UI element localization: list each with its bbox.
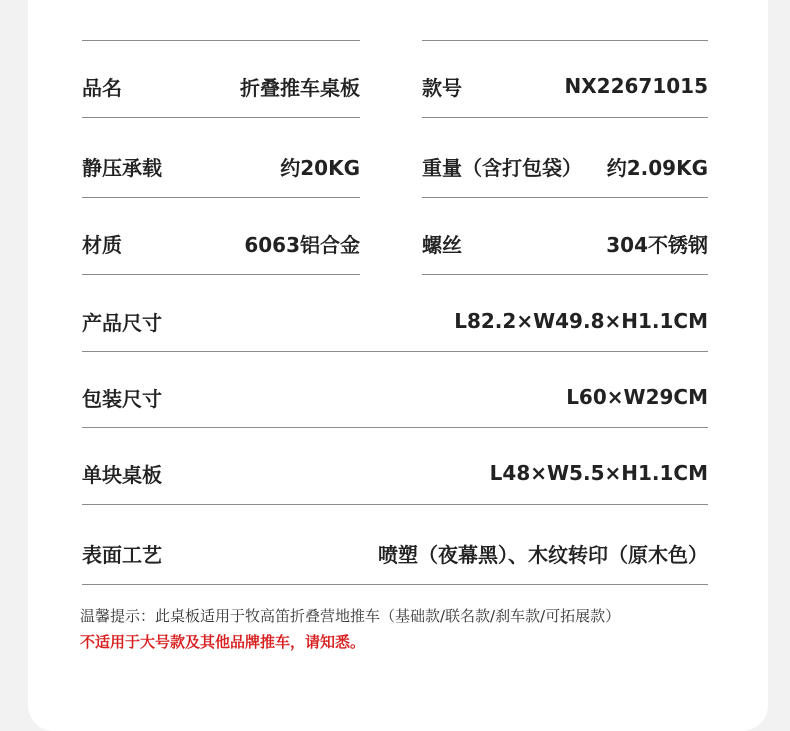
spec-row-name	[82, 68, 360, 104]
divider	[82, 351, 708, 352]
divider	[82, 427, 708, 428]
divider	[82, 197, 360, 198]
divider	[82, 504, 708, 505]
spec-label: 单块桌板	[82, 462, 162, 487]
divider	[422, 274, 708, 275]
spec-label: 螺丝	[422, 232, 462, 257]
spec-row-static-load	[82, 148, 360, 184]
spec-value: 约20KG	[280, 155, 360, 180]
divider	[82, 274, 360, 275]
spec-label: 静压承载	[82, 155, 162, 180]
spec-row-model	[422, 68, 708, 104]
divider	[422, 40, 708, 41]
spec-label: 款号	[422, 75, 462, 100]
spec-value: L48×W5.5×H1.1CM	[489, 461, 708, 485]
tip-text: 温馨提示：此桌板适用于牧高笛折叠营地推车（基础款/联名款/刹车款/可拓展款）	[80, 607, 621, 625]
spec-row-product-size	[82, 303, 708, 339]
spec-label: 品名	[82, 75, 122, 100]
spec-value: L82.2×W49.8×H1.1CM	[454, 309, 708, 333]
divider	[82, 40, 360, 41]
notes	[80, 603, 620, 655]
spec-label: 产品尺寸	[82, 310, 162, 335]
spec-row-material	[82, 225, 360, 261]
spec-label: 材质	[82, 232, 122, 257]
spec-value: L60×W29CM	[566, 385, 708, 409]
spec-label: 表面工艺	[82, 542, 162, 567]
spec-value: 304不锈钢	[606, 232, 708, 257]
spec-label: 包装尺寸	[82, 386, 162, 411]
divider	[82, 117, 360, 118]
spec-row-surface-finish	[82, 535, 708, 571]
spec-value: 折叠推车桌板	[240, 75, 360, 100]
spec-label: 重量（含打包袋）	[422, 155, 582, 180]
divider	[82, 584, 708, 585]
divider	[422, 117, 708, 118]
spec-row-single-board	[82, 455, 708, 491]
spec-row-screw	[422, 225, 708, 261]
spec-value: 喷塑（夜幕黑）、木纹转印（原木色）	[378, 542, 708, 567]
divider	[422, 197, 708, 198]
spec-value: NX22671015	[564, 74, 708, 98]
spec-row-weight	[422, 148, 708, 184]
spec-value: 6063铝合金	[244, 232, 360, 257]
spec-row-package-size	[82, 379, 708, 415]
spec-value: 约2.09KG	[606, 155, 708, 180]
warning-text: 不适用于大号款及其他品牌推车，请知悉。	[80, 633, 366, 651]
